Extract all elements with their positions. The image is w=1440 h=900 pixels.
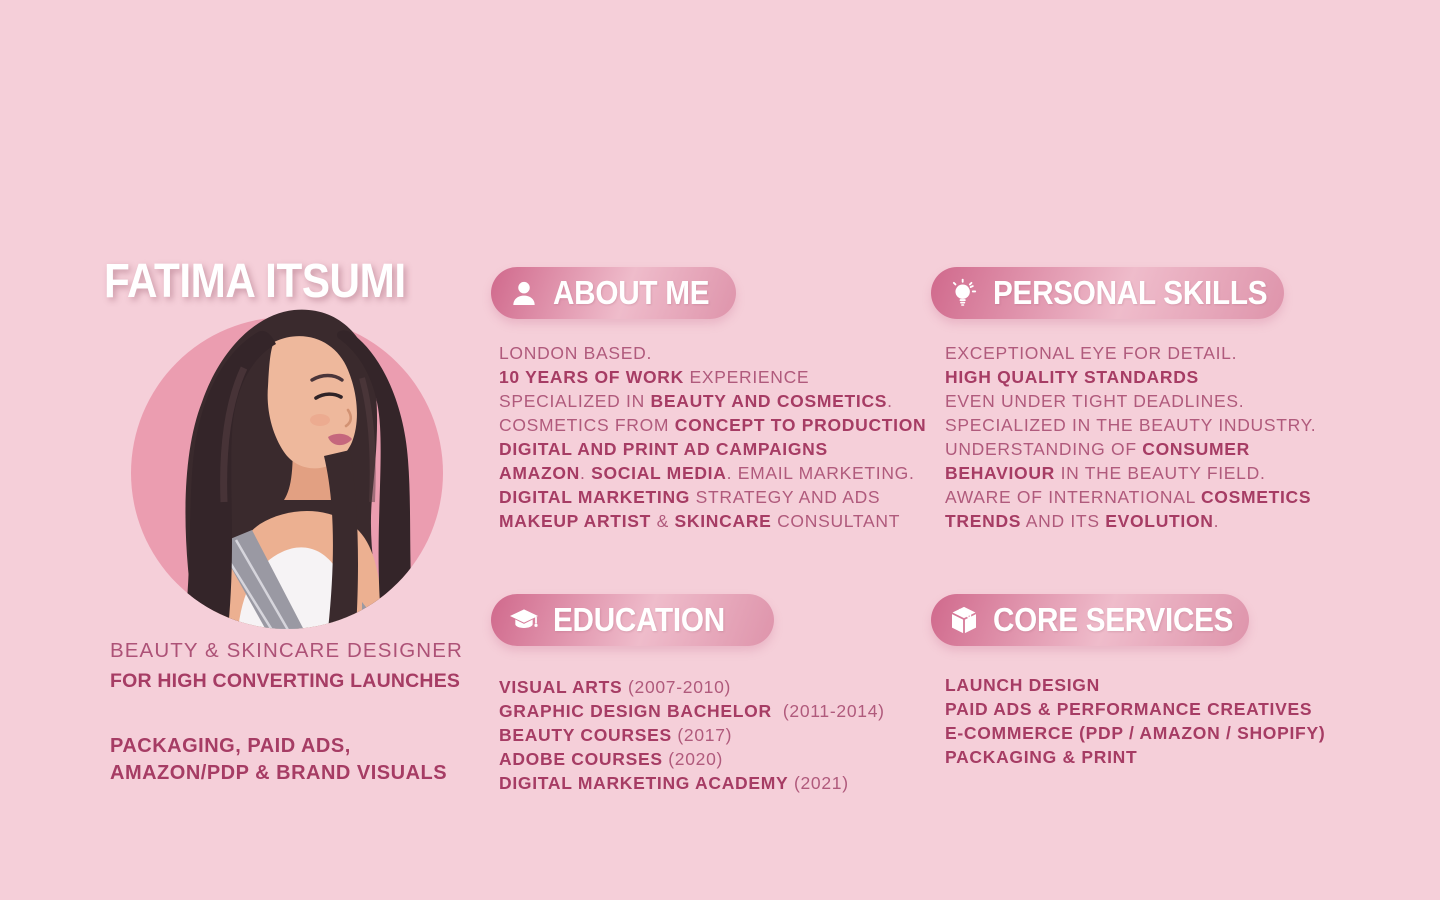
text-line: DIGITAL MARKETING ACADEMY (2021): [499, 773, 849, 793]
section-title-education: EDUCATION: [553, 601, 725, 638]
role-line-2: FOR HIGH CONVERTING LAUNCHES: [110, 670, 461, 692]
text-line: TRENDS AND ITS EVOLUTION.: [945, 511, 1220, 531]
profile-photo: [126, 298, 448, 630]
text-line: ADOBE COURSES (2020): [499, 749, 724, 769]
graduation-cap-icon: [508, 604, 540, 636]
focus-line-1: PACKAGING, PAID ADS,: [110, 735, 351, 757]
section-title-about: ABOUT ME: [553, 274, 710, 311]
text-line: E-COMMERCE (PDP / AMAZON / SHOPIFY): [945, 723, 1326, 743]
text-line: PAID ADS & PERFORMANCE CREATIVES: [945, 699, 1313, 719]
focus-line-2: AMAZON/PDP & BRAND VISUALS: [110, 761, 448, 784]
package-icon: [948, 604, 980, 636]
text-line: EVEN UNDER TIGHT DEADLINES.: [945, 391, 1245, 411]
text-line: SPECIALIZED IN THE BEAUTY INDUSTRY.: [945, 415, 1317, 435]
section-about: [491, 267, 926, 533]
profile-name: FATIMA ITSUMI: [104, 255, 406, 308]
core-services-pill: [931, 594, 1249, 646]
section-personal-skills: [931, 267, 1316, 533]
text-line: LAUNCH DESIGN: [945, 675, 1100, 695]
section-title-personal-skills: PERSONAL SKILLS: [993, 274, 1268, 311]
text-line: LONDON BASED.: [499, 343, 653, 363]
profile-role: [110, 636, 463, 696]
text-line: SPECIALIZED IN BEAUTY AND COSMETICS.: [499, 391, 893, 411]
text-line: DIGITAL AND PRINT AD CAMPAIGNS: [499, 439, 828, 459]
text-line: UNDERSTANDING OF CONSUMER: [945, 439, 1250, 459]
text-line: BEAUTY COURSES (2017): [499, 725, 733, 745]
text-line: DIGITAL MARKETING STRATEGY AND ADS: [499, 487, 881, 507]
section-core-services: [931, 594, 1325, 769]
section-title-core-services: CORE SERVICES: [993, 601, 1234, 638]
education-text: [491, 675, 885, 795]
lightbulb-icon: [948, 277, 980, 309]
core-services-text: [931, 673, 1325, 769]
text-line: 10 YEARS OF WORK EXPERIENCE: [499, 367, 810, 387]
role-line-1: BEAUTY & SKINCARE DESIGNER: [110, 639, 463, 662]
education-pill: [491, 594, 774, 646]
text-line: GRAPHIC DESIGN BACHELOR (2011-2014): [499, 701, 885, 721]
text-line: BEHAVIOUR IN THE BEAUTY FIELD.: [945, 463, 1266, 483]
text-line: COSMETICS FROM CONCEPT TO PRODUCTION: [499, 415, 927, 435]
text-line: VISUAL ARTS (2007-2010): [499, 677, 732, 697]
section-education: [491, 594, 885, 795]
about-text: [491, 341, 926, 533]
text-line: MAKEUP ARTIST & SKINCARE CONSULTANT: [499, 511, 901, 531]
text-line: EXCEPTIONAL EYE FOR DETAIL.: [945, 343, 1238, 363]
personal-skills-text: [931, 341, 1316, 533]
text-line: PACKAGING & PRINT: [945, 747, 1138, 767]
personal-skills-pill: [931, 267, 1284, 319]
profile-focus: [110, 733, 447, 786]
text-line: HIGH QUALITY STANDARDS: [945, 367, 1199, 387]
text-line: AWARE OF INTERNATIONAL COSMETICS: [945, 487, 1312, 507]
about-pill: [491, 267, 736, 319]
text-line: AMAZON. SOCIAL MEDIA. EMAIL MARKETING.: [499, 463, 915, 483]
person-icon: [508, 277, 540, 309]
